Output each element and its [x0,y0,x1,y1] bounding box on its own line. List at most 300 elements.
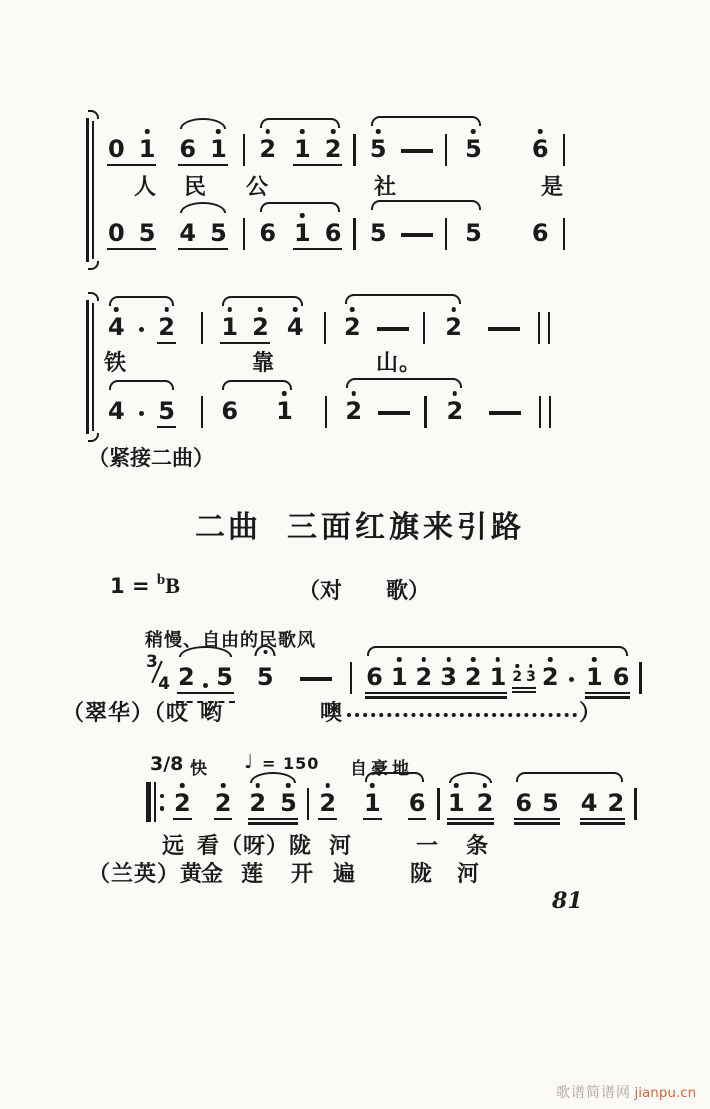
spacer [144,429,156,430]
note-digit: 5 [465,219,482,247]
barline [201,396,204,428]
note [177,136,198,168]
grace-notes [511,670,537,690]
key-note: B [165,573,180,598]
spacer [427,821,437,822]
held-note-dash [489,411,521,415]
slur-tie [260,118,340,128]
slur-group [257,136,343,168]
spacer [551,251,563,252]
spacer [410,429,424,430]
octave-dot [350,307,355,312]
repeat-thick-line [146,782,151,822]
spacer [626,821,634,822]
note [463,136,484,168]
note-digit: 2 [464,663,482,691]
beam-group [513,790,560,822]
note [488,664,509,696]
spacer [278,167,292,168]
barline [307,788,310,820]
slur-group [219,398,294,430]
note-digit: 4 [108,313,125,341]
page-number: 81 [552,888,583,914]
watermark-domain: jianpu.cn [634,1085,697,1101]
slur-group [106,398,177,430]
octave-dot [471,129,476,134]
octave-dot [454,783,459,788]
closing-note: （紧接二曲） [88,446,214,470]
barline [350,662,353,694]
note [219,314,240,346]
note [214,664,235,696]
slur-group [219,314,305,346]
note-digit: 2 [178,663,195,691]
spacer [521,429,539,430]
lyrics-38-line2 [0,857,710,887]
octave-dot [256,783,261,788]
note-digit: 5 [256,663,274,691]
note-digit: 1 [364,789,381,817]
note [292,220,313,252]
octave-dot [370,783,375,788]
octave-dot [221,783,226,788]
spacer [343,167,353,168]
spacer [245,167,257,168]
note [579,790,600,822]
spacer [364,429,378,430]
octave-dot [453,391,458,396]
note [156,398,177,430]
note-digit: 5 [216,663,233,691]
slur-group [257,220,343,252]
spacer [447,251,463,252]
beam-group [446,790,495,822]
tempo-fast-label: 快 [190,759,207,778]
spacer [309,821,317,822]
held-note-dash [401,149,433,153]
note-digit: 1 [586,663,603,691]
note-digit: 5 [158,397,175,425]
note-digit: 1 [294,135,311,163]
melody-line-34 [146,650,642,696]
spacer [327,429,343,430]
octave-dot [145,129,150,134]
spacer [278,251,292,252]
note [137,136,158,168]
time-denominator: 4 [158,674,170,694]
barline [423,312,426,344]
barline [324,312,327,344]
note-digit: 2 [345,397,363,425]
note-digit: 1 [294,219,311,247]
note [255,664,276,696]
beam-group [176,664,235,696]
song-title [0,502,710,546]
lyric-text: 公 [246,174,270,199]
slur-tie [180,202,225,213]
note-digit: 6 [612,663,630,691]
octave-dot [397,657,402,662]
octave-dot [529,664,533,668]
held-note-dash [488,327,520,331]
repeat-dot [160,794,165,799]
spacer [484,251,530,252]
note [106,220,127,252]
spacer [177,429,201,430]
note-digit: 4 [179,219,197,247]
note [368,136,389,168]
spacer [495,821,513,822]
note-digit: 6 [366,663,383,691]
note [540,790,561,822]
note [463,220,484,252]
time-signature-38: 3/8 [150,753,184,775]
note-digit: 1 [221,313,239,341]
barline [424,396,427,428]
repeat-start-sign [146,782,164,822]
note-digit: 4 [580,789,598,817]
barline [325,396,328,428]
metronome-value: = 150 [262,754,320,773]
note-digit: 0 [108,135,125,163]
note [106,136,127,168]
octave-dot [548,657,553,662]
augmentation-dot [139,411,145,417]
slur-tie [367,646,628,656]
note [364,664,385,696]
note-digit: 2 [214,789,232,817]
final-barline [539,396,551,428]
slur-group [368,218,484,252]
spacer [127,429,139,430]
note-digit: 2 [324,135,342,163]
system-2-voice-1 [106,300,550,346]
octave-dot [538,129,543,134]
note [438,664,459,696]
time-numerator: 3 [146,652,158,672]
system-1-voice-1 [106,122,565,168]
lyric-text: 民 [184,174,208,199]
note [525,670,537,690]
note [407,790,428,822]
octave-dot [228,307,233,312]
note [475,790,496,822]
dot-note [203,683,209,689]
held-note-dash [300,677,332,681]
lyric-text: 条 [466,833,490,858]
spacer [551,167,563,168]
spacer [233,821,247,822]
octave-dot [331,129,336,134]
lyric-text: 山。 [376,350,423,375]
repeat-thin-line [154,782,156,822]
spacer [245,251,257,252]
note [219,398,240,430]
octave-dot [300,213,305,218]
spacer [240,429,274,430]
key-signature [110,572,180,599]
note-digit: 2 [607,789,625,817]
slur-group [364,664,631,696]
beam-group [292,220,343,252]
lyric-text: ） [579,700,603,725]
barline [445,134,448,166]
spacer [343,251,353,252]
note [530,136,551,168]
note-digit: 6 [515,789,533,817]
slur-tie [222,296,302,306]
system-2-voice-2 [106,384,551,430]
note [106,314,127,346]
system-1-voice-2 [106,206,565,252]
spacer [383,821,407,822]
spacer [427,429,445,430]
note-digit: 5 [369,219,387,247]
note-digit: 2 [252,313,269,341]
octave-dot [446,657,451,662]
slur-tie [365,772,424,782]
slur-group [177,220,228,252]
lyric-text: 莲 [241,861,265,886]
form-label: （对 歌） [298,578,431,603]
slur-tie [109,296,174,306]
lyric-text: 陇 [410,861,434,886]
lyric-text: 是 [541,174,565,199]
beam-group [177,136,228,168]
note [250,314,271,346]
barline [353,218,356,250]
note-digit: 1 [390,663,408,691]
note-digit: 5 [465,135,482,163]
note-digit: 6 [531,219,549,247]
note [213,790,234,822]
note-digit: 5 [542,789,559,817]
octave-dot [592,657,597,662]
spacer [433,167,445,168]
spacer [229,167,243,168]
note-digit: 6 [259,219,277,247]
spacer [299,821,307,822]
slur-tie [180,118,225,129]
note [368,220,389,252]
barline [634,788,637,820]
key-equals: = [131,574,150,598]
beam-group [219,314,270,346]
note-digit: 6 [531,135,549,163]
note-digit: 2 [541,663,559,691]
note-digit: 1 [138,135,156,163]
lyric-text: 河 [457,861,481,886]
note [511,670,523,690]
spacer [203,429,219,430]
time-signature-34 [146,652,172,696]
spacer [356,167,368,168]
note [176,664,197,696]
octave-dot [515,664,519,668]
slur-tie [346,378,462,388]
expression-label: 自豪地 [350,759,413,778]
spacer [356,251,368,252]
note [323,136,344,168]
beam-group [106,136,157,168]
spacer [338,821,362,822]
note [208,136,229,168]
octave-dot [451,307,456,312]
slur-tie [109,380,174,390]
note [611,664,632,696]
barline [243,134,246,166]
quarter-note-icon: ♩ [244,751,253,773]
beam-group [177,220,228,252]
slur-tie [371,200,481,210]
slur-group [176,664,235,696]
note [156,314,177,346]
note-digit: 2 [415,663,433,691]
note-digit: 2 [446,397,464,425]
note-digit: 1 [210,135,227,163]
beam-group [584,664,631,696]
octave-dot [258,307,263,312]
augmentation-dot [139,327,145,333]
spacer [229,251,243,252]
note [605,790,626,822]
note-digit: 5 [210,219,227,247]
barline [201,312,204,344]
note [177,220,198,252]
note-digit: 3 [526,669,536,685]
melody-line-38 [146,776,637,822]
lyric-text: 噢 [320,700,344,725]
lyric-dotted-leader [347,709,577,717]
beam-group [292,136,343,168]
lyric-text: 河 [329,833,353,858]
repeat-dots [160,794,165,811]
note [540,664,561,696]
spacer [157,251,177,252]
barline [563,218,566,250]
held-note-dash [378,411,410,415]
octave-dot [300,129,305,134]
note [257,136,278,168]
octave-dot [282,391,287,396]
note-digit: 6 [179,135,197,163]
note-digit: 2 [445,313,462,341]
lyric-text: 远 [162,833,186,858]
lyric-text: 开 [291,861,315,886]
note-digit: 3 [440,663,457,691]
note-digit: 6 [221,397,239,425]
barline [353,134,356,166]
note [172,790,193,822]
slur-group [177,136,228,168]
slur-tie [260,202,340,212]
lyric-text: 靠 [252,350,276,375]
octave-dot [496,657,501,662]
slur-group [342,312,464,346]
note [362,790,383,822]
system-1-lyrics [0,170,710,200]
note-digit: 2 [344,313,361,341]
note [463,664,484,696]
held-note-dash [401,233,433,237]
tempo-marking-1: 稍慢、自由的民歌风 [145,630,316,650]
song-title-prefix: 二曲 [195,511,261,544]
octave-dot [376,129,381,134]
note-digit: 6 [324,219,342,247]
barline [243,218,246,250]
slur-tie [345,294,461,304]
note-digit: 4 [108,397,125,425]
note [106,398,127,430]
spacer [389,251,401,252]
note [513,790,534,822]
spacer [561,821,579,822]
note [530,220,551,252]
note [584,664,605,696]
octave-dot [422,657,427,662]
note-digit: 4 [286,313,304,341]
note-digit: 2 [259,135,277,163]
note [317,790,338,822]
note [247,790,268,822]
watermark [556,1082,696,1102]
note [257,220,278,252]
note-digit: 1 [276,397,293,425]
system-2-lyrics [0,346,710,376]
beam-group [247,790,298,822]
lyrics-38-line1 [0,829,710,859]
note-digit: 5 [369,135,387,163]
note-digit: 2 [319,789,337,817]
note-digit: 5 [138,219,156,247]
slur-group [513,790,626,822]
slur-group [247,790,298,822]
song-title-main: 三面红旗来引路 [287,511,525,544]
note-digit: 6 [408,789,426,817]
lyric-text: 看（呀） [197,833,290,858]
note [323,220,344,252]
note [292,136,313,168]
barline [563,134,566,166]
repeat-dot [160,806,165,811]
octave-dot [164,307,169,312]
lyric-text: （翠华）（哎 [62,700,190,725]
octave-dot [265,129,270,134]
lyric-text: 一 [416,833,440,858]
note [285,314,306,346]
note-digit: 1 [489,663,507,691]
note-digit: 2 [476,789,494,817]
lyrics-34 [0,696,710,726]
note [446,790,467,822]
octave-dot [293,307,298,312]
octave-dot [325,783,330,788]
note-digit: 2 [512,669,523,685]
final-barline [538,312,550,344]
note [389,664,410,696]
slur-group [343,396,465,430]
held-note-dash [377,327,409,331]
lyric-text: 遍 [333,861,357,886]
note-digit: 0 [108,219,125,247]
octave-dot [180,783,185,788]
spacer [433,251,445,252]
slur-tie [371,116,481,126]
spacer [157,167,177,168]
lyric-text: 社 [374,174,398,199]
barline [437,788,440,820]
spacer [389,167,401,168]
